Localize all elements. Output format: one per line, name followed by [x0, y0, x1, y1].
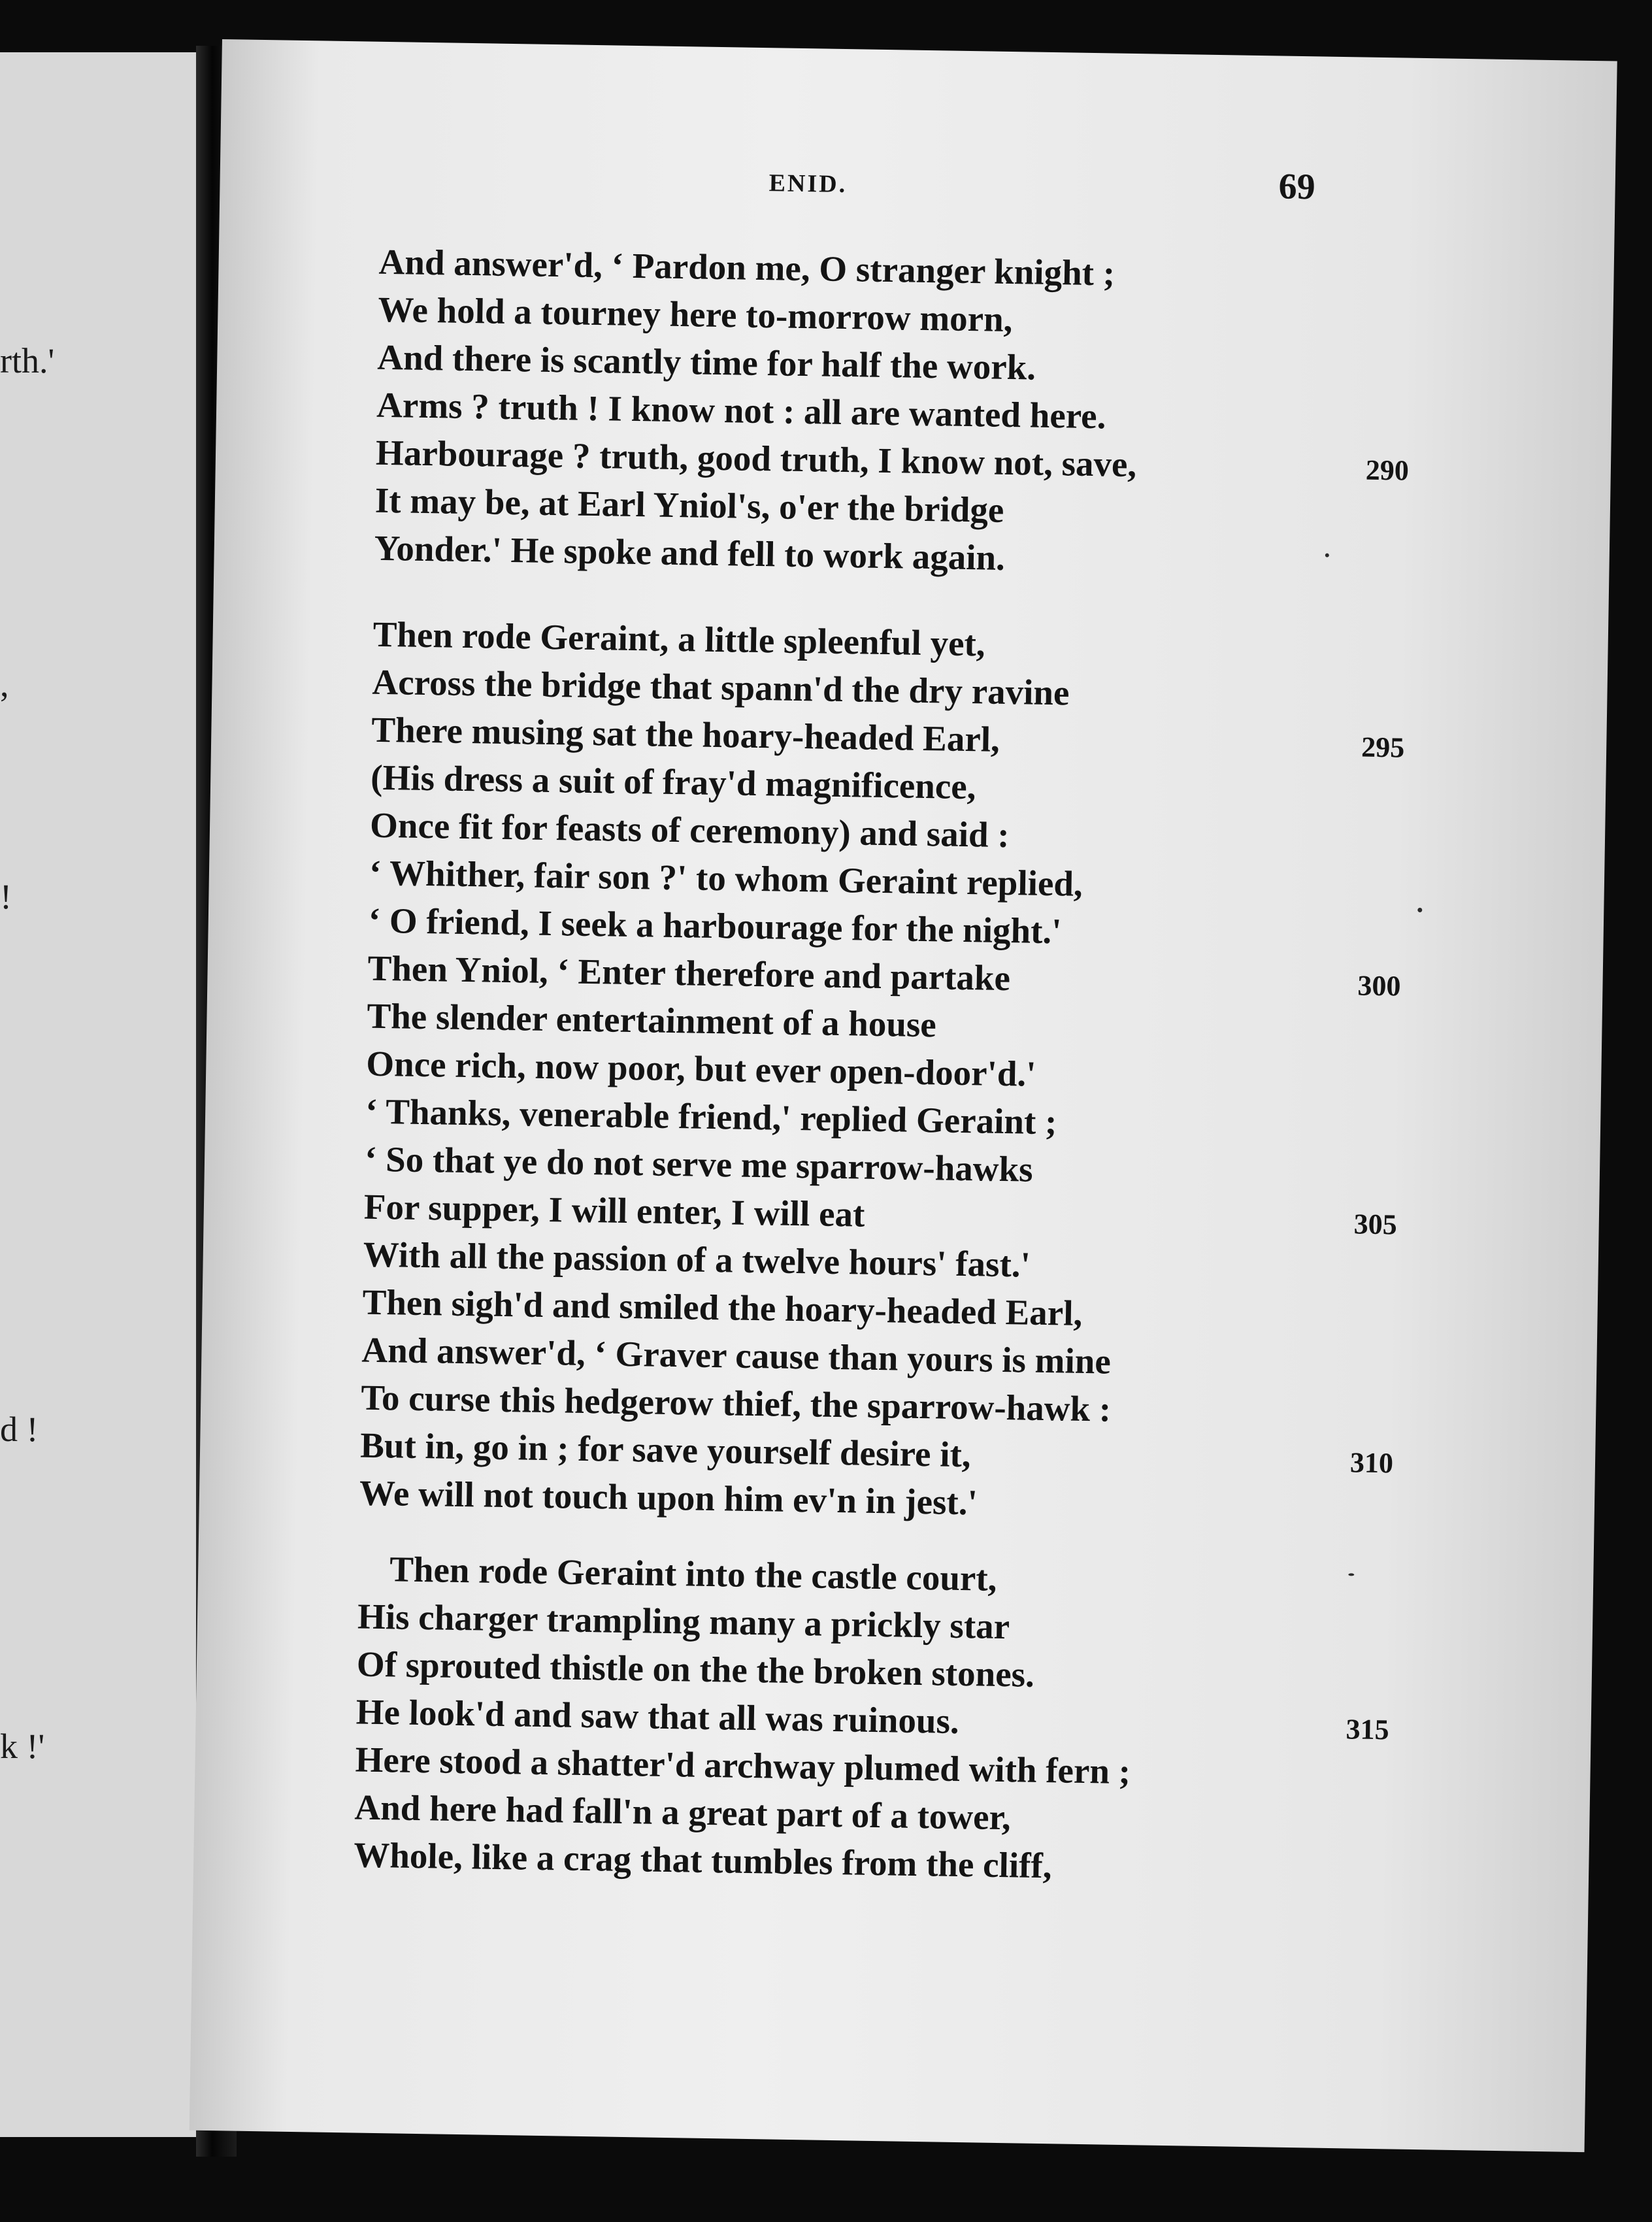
verse-line: But in, go in ; for save yourself desire it,	[359, 1425, 972, 1475]
left-fragment-2: ,	[0, 665, 9, 704]
ink-speck	[1325, 554, 1329, 557]
line-number: 295	[1361, 731, 1405, 764]
verse-line: We will not touch upon him ev'n in jest.'	[359, 1472, 978, 1523]
verse-line: Harbourage ? truth, good truth, I know not, save,	[375, 432, 1137, 485]
verse-line: We hold a tourney here to-morrow morn,	[378, 289, 1013, 340]
verse-line: Across the bridge that spann'd the dry ravine	[372, 661, 1070, 713]
verse-line: And here had fall'n a great part of a tower,	[354, 1787, 1012, 1838]
left-fragment-1: rth.'	[0, 341, 55, 380]
verse-line: Of sprouted thistle on the the broken stones.	[356, 1644, 1035, 1695]
stanza-3	[354, 1545, 1134, 1891]
running-head: ENID.	[768, 169, 848, 199]
verse-line: Then rode Geraint into the castle court,	[389, 1549, 997, 1599]
ink-speck	[1417, 908, 1422, 912]
verse-line: There musing sat the hoary-headed Earl,	[371, 709, 1000, 759]
line-number: 290	[1365, 454, 1410, 487]
verse-line: ‘ So that ye do not serve me sparrow-hawks	[364, 1138, 1034, 1189]
stanza-1	[374, 238, 1140, 584]
verse-line: He look'd and saw that all was ruinous.	[355, 1691, 960, 1742]
verse-line: Then Yniol, ‘ Enter therefore and partake	[367, 948, 1011, 999]
book-page	[190, 39, 1617, 2152]
verse-line: And there is scantly time for half the work.	[376, 337, 1036, 388]
verse-line: And answer'd, ‘ Graver cause than yours is mine	[361, 1329, 1112, 1382]
verse-line: Once fit for feasts of ceremony) and said :	[369, 804, 1010, 855]
verse-line: For supper, I will enter, I will eat	[363, 1186, 865, 1235]
verse-line: ‘ O friend, I seek a harbourage for the night.'	[368, 900, 1062, 952]
verse-line: And answer'd, ‘ Pardon me, O stranger knight ;	[378, 241, 1115, 293]
line-number: 315	[1346, 1713, 1389, 1746]
verse-line: It may be, at Earl Yniol's, o'er the bridge	[374, 480, 1004, 530]
verse-line: Here stood a shatter'd archway plumed with fern ;	[355, 1739, 1131, 1792]
verse-line: The slender entertainment of a house	[367, 995, 937, 1045]
verse-line: Yonder.' He spoke and fell to work again.	[374, 527, 1006, 578]
verse-line: Whole, like a crag that tumbles from the cliff,	[353, 1834, 1053, 1886]
left-fragment-5: k !'	[0, 1727, 45, 1766]
verse-line: (His dress a suit of fray'd magnificence,	[370, 757, 976, 807]
line-number: 305	[1353, 1208, 1398, 1241]
verse-line: Once rich, now poor, but ever open-door'd.'	[365, 1043, 1036, 1094]
verse-line: Then rode Geraint, a little spleenful yet,	[372, 614, 986, 664]
verse-line: His charger trampling many a prickly star	[357, 1596, 1010, 1647]
verse-line: To curse this hedgerow thief, the sparrow-hawk :	[360, 1377, 1112, 1429]
stanza-2	[359, 610, 1124, 1529]
line-number: 300	[1357, 969, 1401, 1003]
left-fragment-3: !	[0, 877, 12, 916]
verse-line: Then sigh'd and smiled the hoary-headed Earl,	[362, 1282, 1083, 1333]
line-number: 310	[1349, 1446, 1394, 1480]
ink-speck	[1348, 1573, 1354, 1576]
verse-line: ‘ Whither, fair son ?' to whom Geraint replied,	[369, 852, 1083, 904]
page-number: 69	[1278, 166, 1316, 208]
verse-line: With all the passion of a twelve hours' fast.'	[363, 1234, 1031, 1285]
verse-line: Arms ? truth ! I know not : all are wanted here.	[376, 384, 1106, 437]
left-fragment-4: d !	[0, 1410, 39, 1449]
previous-page-fragment	[0, 52, 196, 2137]
verse-line: ‘ Thanks, venerable friend,' replied Geraint ;	[365, 1091, 1057, 1142]
